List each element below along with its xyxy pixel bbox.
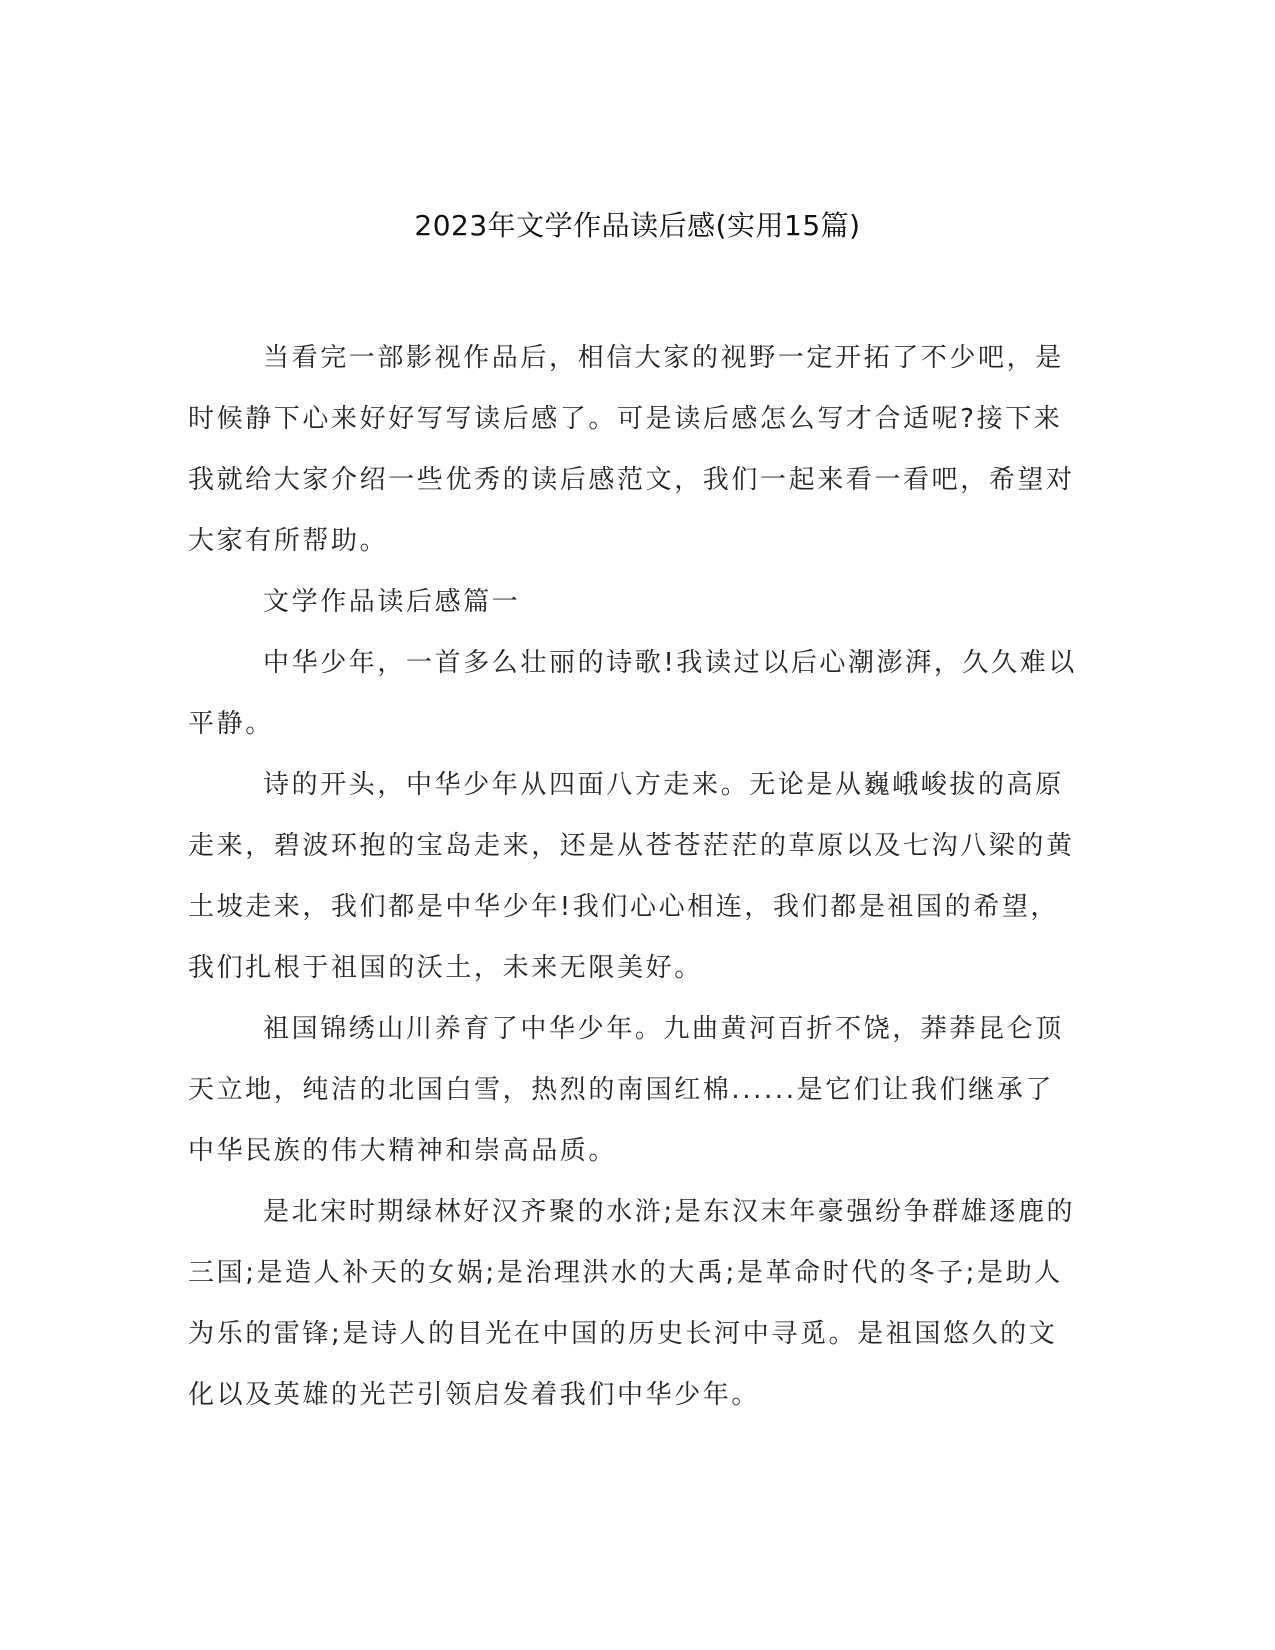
document-body: [188, 328, 1078, 1426]
body-paragraph: 祖国锦绣山川养育了中华少年。九曲黄河百折不饶，莽莽昆仑顶天立地，纯洁的北国白雪，热烈的南国红棉......是它们让我们继承了中华民族的伟大精神和崇高品质。: [188, 1014, 1064, 1166]
body-paragraph: 中华少年，一首多么壮丽的诗歌!我读过以后心潮澎湃，久久难以平静。: [188, 648, 1077, 739]
section-heading: 文学作品读后感篇一: [263, 587, 521, 617]
document-title: 2023年文学作品读后感(实用15篇): [414, 209, 861, 242]
intro-paragraph: 当看完一部影视作品后，相信大家的视野一定开拓了不少吧，是时候静下心来好好写写读后感了。可是读后感怎么写才合适呢?接下来我就给大家介绍一些优秀的读后感范文，我们一起来看一看吧，希望对大家有所帮助。: [188, 343, 1075, 556]
body-paragraph: 是北宋时期绿林好汉齐聚的水浒;是东汉末年豪强纷争群雄逐鹿的三国;是造人补天的女娲;是治理洪水的大禹;是革命时代的冬子;是助人为乐的雷锋;是诗人的目光在中国的历史长河中寻觅。是祖国悠久的文化以及英雄的光芒引领启发着我们中华少年。: [188, 1197, 1076, 1410]
body-paragraph: 诗的开头，中华少年从四面八方走来。无论是从巍峨峻拔的高原走来，碧波环抱的宝岛走来，还是从苍苍茫茫的草原以及七沟八梁的黄土坡走来，我们都是中华少年!我们心心相连，我们都是祖国的希望，我们扎根于祖国的沃土，未来无限美好。: [188, 770, 1075, 983]
